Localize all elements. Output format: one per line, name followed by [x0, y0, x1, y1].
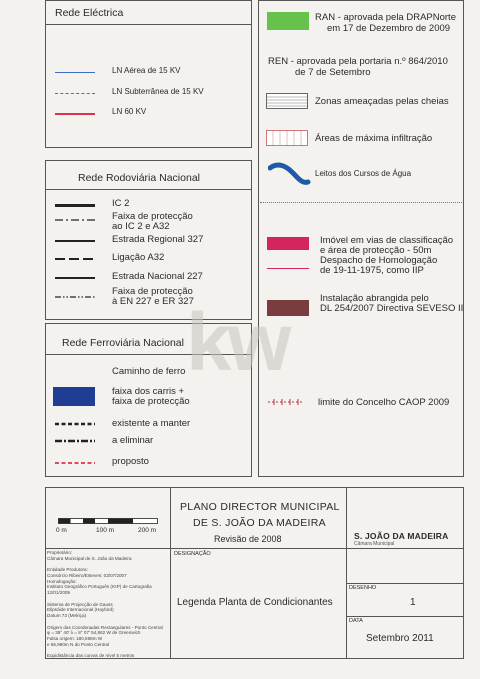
- plan-title: PLANO DIRECTOR MUNICIPAL: [180, 501, 340, 513]
- road-er327-symbol: [55, 240, 95, 242]
- electric-item-2: LN 60 KV: [112, 107, 147, 116]
- road-item-2: Estrada Regional 327: [112, 234, 204, 245]
- road-protection-en227-symbol: [55, 295, 95, 299]
- ren-l1: REN - aprovada pela portaria n.º 864/2010: [268, 56, 448, 67]
- meta-line: Câmara Municipal de S. João da Madeira: [47, 555, 132, 561]
- road-item-4: Estrada Nacional 227: [112, 271, 203, 282]
- meta-line: Sistema de Projecção de Gauss: [47, 601, 113, 607]
- flood-label: Zonas ameaçadas pelas cheias: [315, 96, 449, 107]
- ran-l1: RAN - aprovada pela DRAPNorte: [315, 12, 456, 23]
- data-value: Setembro 2011: [366, 633, 434, 644]
- data-label: DATA: [349, 618, 363, 624]
- seveso-l2: DL 254/2007 Directiva SEVESO II: [320, 303, 464, 314]
- meta-line: Entidade Produtora:: [47, 567, 88, 573]
- rail-item-0-l2: faixa de protecção: [112, 396, 190, 407]
- heritage-line: [267, 268, 309, 269]
- meta-line: Consórcio Ribeiro/Esteves: 03/07/2007: [47, 572, 127, 578]
- meta-line: φ = 39° 40' λ = 8° 07' 54,862 W de Greenwich: [47, 630, 141, 636]
- meta-line: Equidistância das curvas de nível 5 metros: [47, 653, 135, 659]
- municipal-limit-symbol: [268, 398, 304, 406]
- road-item-1-l1: Faixa de protecção: [112, 211, 193, 222]
- rail-subtitle: Caminho de ferro: [112, 366, 186, 377]
- electric-item-1: LN Subterrânea de 15 KV: [112, 87, 204, 96]
- line-aerial-15kv: [55, 72, 95, 73]
- electric-item-0: LN Aérea de 15 KV: [112, 66, 181, 75]
- heritage-l1: Imóvel em vias de classificação: [320, 235, 454, 246]
- rail-item-3: proposto: [112, 456, 149, 467]
- scale-label-2: 200 m: [138, 527, 157, 534]
- meta-line: Falsa origem: 180,598m W: [47, 636, 103, 642]
- designacao-value: Legenda Planta de Condicionantes: [177, 597, 333, 608]
- municipality-logo: S. JOÃO DA MADEIRA: [354, 531, 449, 541]
- desenho-label: DESENHO: [349, 585, 377, 591]
- heritage-l3: Despacho de Homologação: [320, 255, 438, 266]
- rail-network-title: Rede Ferroviária Nacional: [62, 337, 184, 349]
- municipal-limit-label: limite do Concelho CAOP 2009: [318, 397, 450, 408]
- kw-watermark: kw: [186, 297, 288, 388]
- ran-swatch: [267, 12, 309, 30]
- road-en227-symbol: [55, 277, 95, 279]
- meta-line: Homologação:: [47, 578, 77, 584]
- watercourse-label: Leitos dos Cursos de Água: [315, 169, 412, 178]
- road-network-title: Rede Rodoviária Nacional: [78, 172, 200, 184]
- scale-label-0: 0 m: [56, 527, 67, 534]
- meta-line: Datum 73 (Melriça): [47, 613, 87, 619]
- infiltration-swatch: [266, 130, 308, 146]
- ren-l2: de 7 de Setembro: [295, 67, 371, 78]
- meta-line: 12/01/2009: [47, 590, 70, 596]
- meta-line: Proprietário:: [47, 550, 73, 555]
- rail-item-0-l1: faixa dos carris +: [112, 386, 185, 397]
- heritage-swatch: [267, 237, 309, 250]
- road-item-1-l2: ao IC 2 e A32: [112, 221, 170, 232]
- rail-remove-symbol: [55, 439, 95, 443]
- heritage-l4: de 19-11-1975, como IIP: [320, 265, 424, 276]
- rail-existing-symbol: [55, 422, 95, 426]
- desenho-value: 1: [410, 597, 416, 608]
- road-item-5-l1: Faixa de protecção: [112, 286, 193, 297]
- road-item-5-l2: à EN 227 e ER 327: [112, 296, 194, 307]
- road-ic2-symbol: [55, 204, 95, 207]
- rail-item-1: existente a manter: [112, 418, 191, 429]
- heritage-l2: e área de protecção - 50m: [320, 245, 432, 256]
- meta-line: Elipsóide Internacional (Hayford): [47, 607, 114, 613]
- municipality-sub: Câmara Municipal: [354, 541, 395, 547]
- seveso-l1: Instalação abrangida pelo: [320, 293, 429, 304]
- plan-title-2: DE S. JOÃO DA MADEIRA: [193, 517, 326, 529]
- rail-item-2: a eliminar: [112, 435, 154, 446]
- scale-label-1: 100 m: [96, 527, 115, 534]
- road-item-0: IC 2: [112, 198, 130, 209]
- meta-line: Origem das Coordenadas Rectangulares - Ponto Central: [47, 624, 163, 630]
- electric-network-title: Rede Eléctrica: [55, 7, 124, 19]
- line-60kv: [55, 113, 95, 115]
- watercourse-icon: [268, 160, 312, 190]
- plan-revision: Revisão de 2008: [214, 534, 282, 544]
- infiltration-label: Áreas de máxima infiltração: [315, 133, 433, 144]
- road-link-a32-symbol: [55, 257, 95, 261]
- meta-line: e 86,990m N do Ponto Central: [47, 641, 110, 647]
- meta-block: [47, 550, 169, 659]
- flood-zone-swatch: [266, 93, 308, 109]
- rail-track-swatch: [53, 387, 95, 406]
- ran-l2: em 17 de Dezembro de 2009: [327, 23, 451, 34]
- meta-line: Instituto Geográfico Português (IGP) de Cartografia: [47, 584, 152, 590]
- road-item-3: Ligação A32: [112, 252, 165, 263]
- rail-proposed-symbol: [55, 461, 95, 465]
- designacao-label: DESIGNAÇÃO: [174, 551, 211, 557]
- road-protection-a32-symbol: [55, 218, 95, 222]
- line-underground-15kv: [55, 93, 95, 94]
- scale-bar: [58, 518, 158, 524]
